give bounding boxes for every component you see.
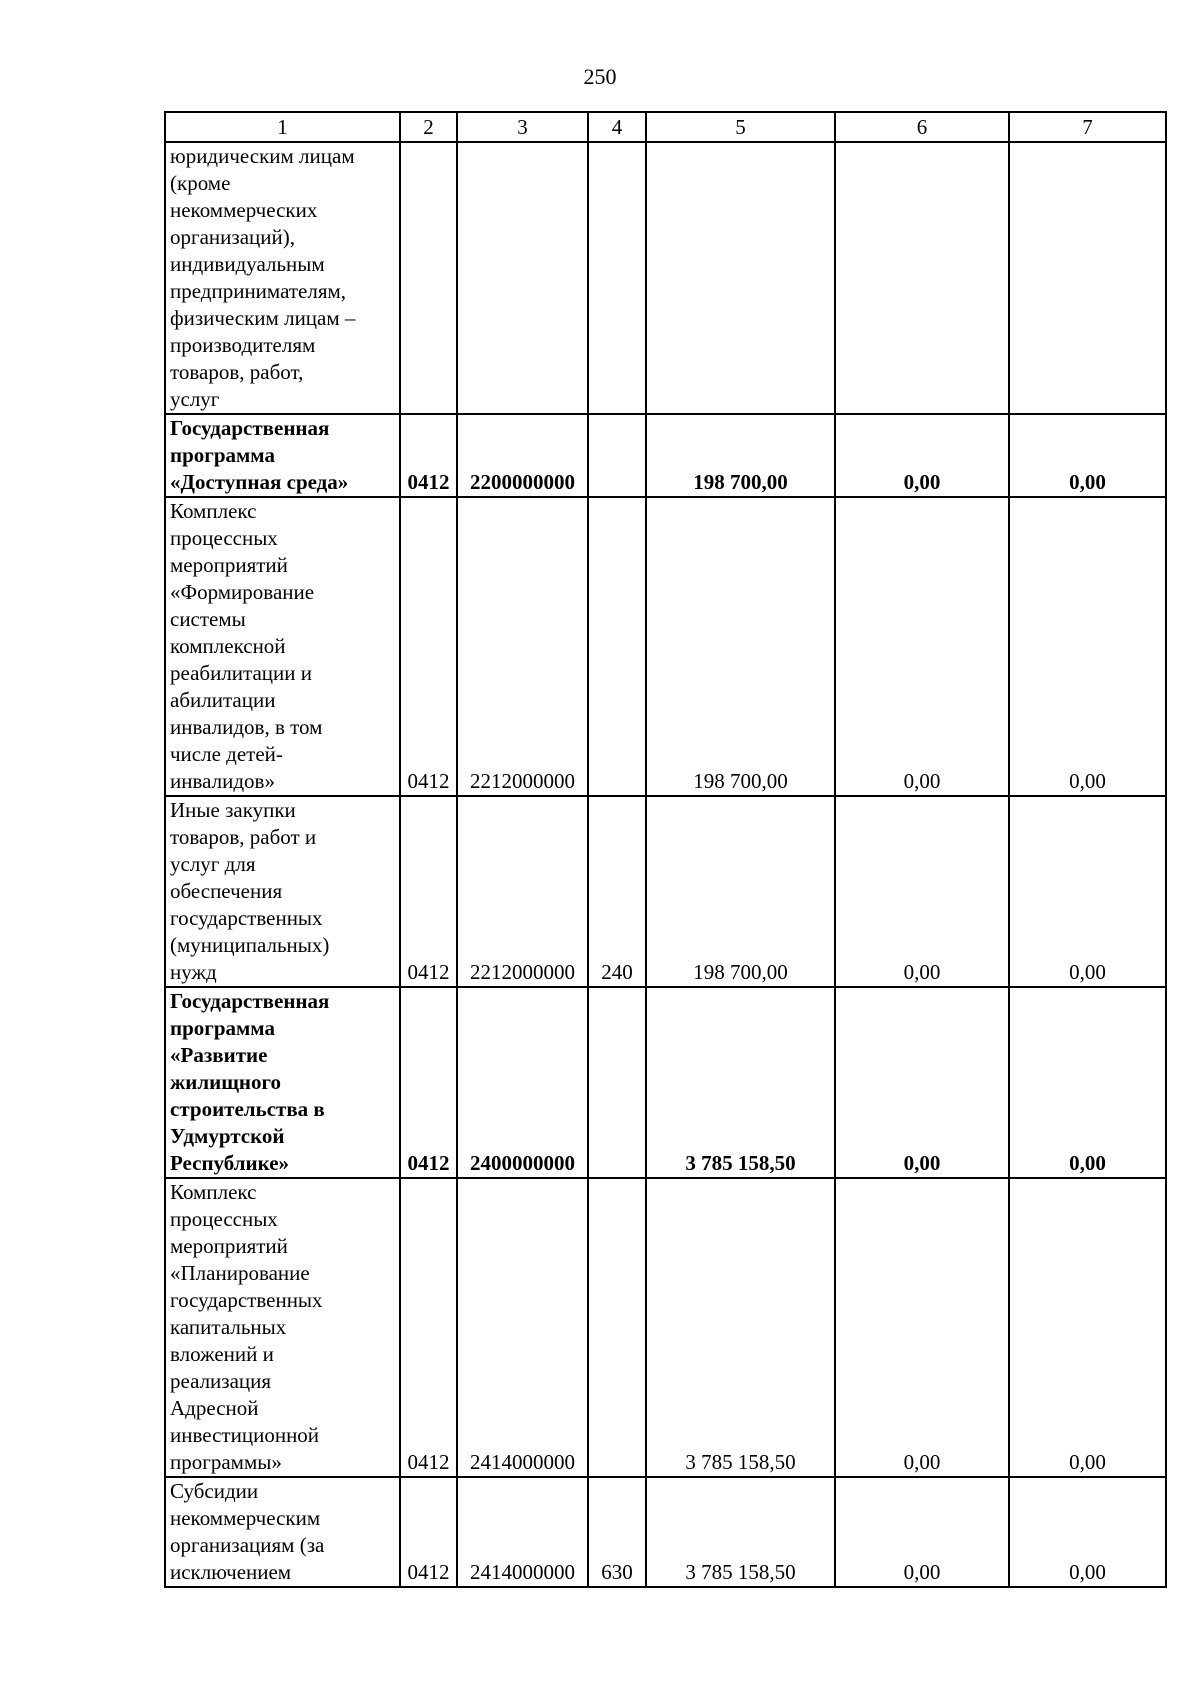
column-header: 4 (588, 112, 646, 142)
row-name-cell: Комплекс процессных мероприятий «Планирование государственных капитальных вложений и реализация Адресной инвестиционной программы» (165, 1178, 400, 1477)
amount-col6-cell: 0,00 (835, 497, 1009, 796)
section-code-cell (400, 142, 457, 414)
table-row (165, 1477, 1166, 1587)
amount-col7-cell: 0,00 (1009, 796, 1166, 987)
table-row (165, 1178, 1166, 1477)
amount-col7-cell: 0,00 (1009, 497, 1166, 796)
column-header: 5 (646, 112, 835, 142)
amount-col5-cell (646, 142, 835, 414)
amount-col5-cell: 198 700,00 (646, 414, 835, 497)
amount-col5-cell: 198 700,00 (646, 497, 835, 796)
table-header (165, 112, 1166, 142)
amount-col6-cell: 0,00 (835, 987, 1009, 1178)
table-body (165, 142, 1166, 1587)
row-name-cell: Государственная программа «Доступная среда» (165, 414, 400, 497)
column-header: 6 (835, 112, 1009, 142)
column-header: 2 (400, 112, 457, 142)
amount-col6-cell: 0,00 (835, 1477, 1009, 1587)
target-code-cell: 2200000000 (457, 414, 588, 497)
amount-col5-cell: 3 785 158,50 (646, 987, 835, 1178)
row-name-cell: Иные закупки товаров, работ и услуг для обеспечения государственных (муниципальных) нужд (165, 796, 400, 987)
row-name-cell: юридическим лицам (кроме некоммерческих организаций), индивидуальным предпринимателям, физическим лицам – производителям товаров, работ, услуг (165, 142, 400, 414)
amount-col7-cell: 0,00 (1009, 987, 1166, 1178)
column-header: 1 (165, 112, 400, 142)
section-code-cell: 0412 (400, 796, 457, 987)
amount-col6-cell: 0,00 (835, 1178, 1009, 1477)
amount-col5-cell: 3 785 158,50 (646, 1477, 835, 1587)
row-name-cell: Субсидии некоммерческим организациям (за исключением (165, 1477, 400, 1587)
expense-type-cell (588, 1178, 646, 1477)
expense-type-cell: 630 (588, 1477, 646, 1587)
target-code-cell: 2400000000 (457, 987, 588, 1178)
table-row (165, 497, 1166, 796)
amount-col7-cell: 0,00 (1009, 414, 1166, 497)
header-row (165, 112, 1166, 142)
amount-col7-cell: 0,00 (1009, 1477, 1166, 1587)
expense-type-cell (588, 987, 646, 1178)
target-code-cell (457, 142, 588, 414)
expense-type-cell (588, 142, 646, 414)
column-header: 3 (457, 112, 588, 142)
expense-type-cell: 240 (588, 796, 646, 987)
target-code-cell: 2212000000 (457, 796, 588, 987)
table-row (165, 987, 1166, 1178)
section-code-cell: 0412 (400, 414, 457, 497)
row-name-cell: Государственная программа «Развитие жилищного строительства в Удмуртской Республике» (165, 987, 400, 1178)
table-row (165, 414, 1166, 497)
amount-col5-cell: 3 785 158,50 (646, 1178, 835, 1477)
amount-col6-cell: 0,00 (835, 414, 1009, 497)
table-row (165, 796, 1166, 987)
column-header: 7 (1009, 112, 1166, 142)
expense-type-cell (588, 497, 646, 796)
target-code-cell: 2414000000 (457, 1178, 588, 1477)
section-code-cell: 0412 (400, 1477, 457, 1587)
table-row (165, 142, 1166, 414)
amount-col7-cell (1009, 142, 1166, 414)
page-number: 250 (583, 64, 617, 89)
budget-table (164, 111, 1167, 1588)
section-code-cell: 0412 (400, 497, 457, 796)
amount-col6-cell: 0,00 (835, 796, 1009, 987)
row-name-cell: Комплекс процессных мероприятий «Формирование системы комплексной реабилитации и абилитации инвалидов, в том числе детей- инвалидов» (165, 497, 400, 796)
section-code-cell: 0412 (400, 987, 457, 1178)
section-code-cell: 0412 (400, 1178, 457, 1477)
expense-type-cell (588, 414, 646, 497)
amount-col6-cell (835, 142, 1009, 414)
amount-col7-cell: 0,00 (1009, 1178, 1166, 1477)
amount-col5-cell: 198 700,00 (646, 796, 835, 987)
target-code-cell: 2414000000 (457, 1477, 588, 1587)
target-code-cell: 2212000000 (457, 497, 588, 796)
